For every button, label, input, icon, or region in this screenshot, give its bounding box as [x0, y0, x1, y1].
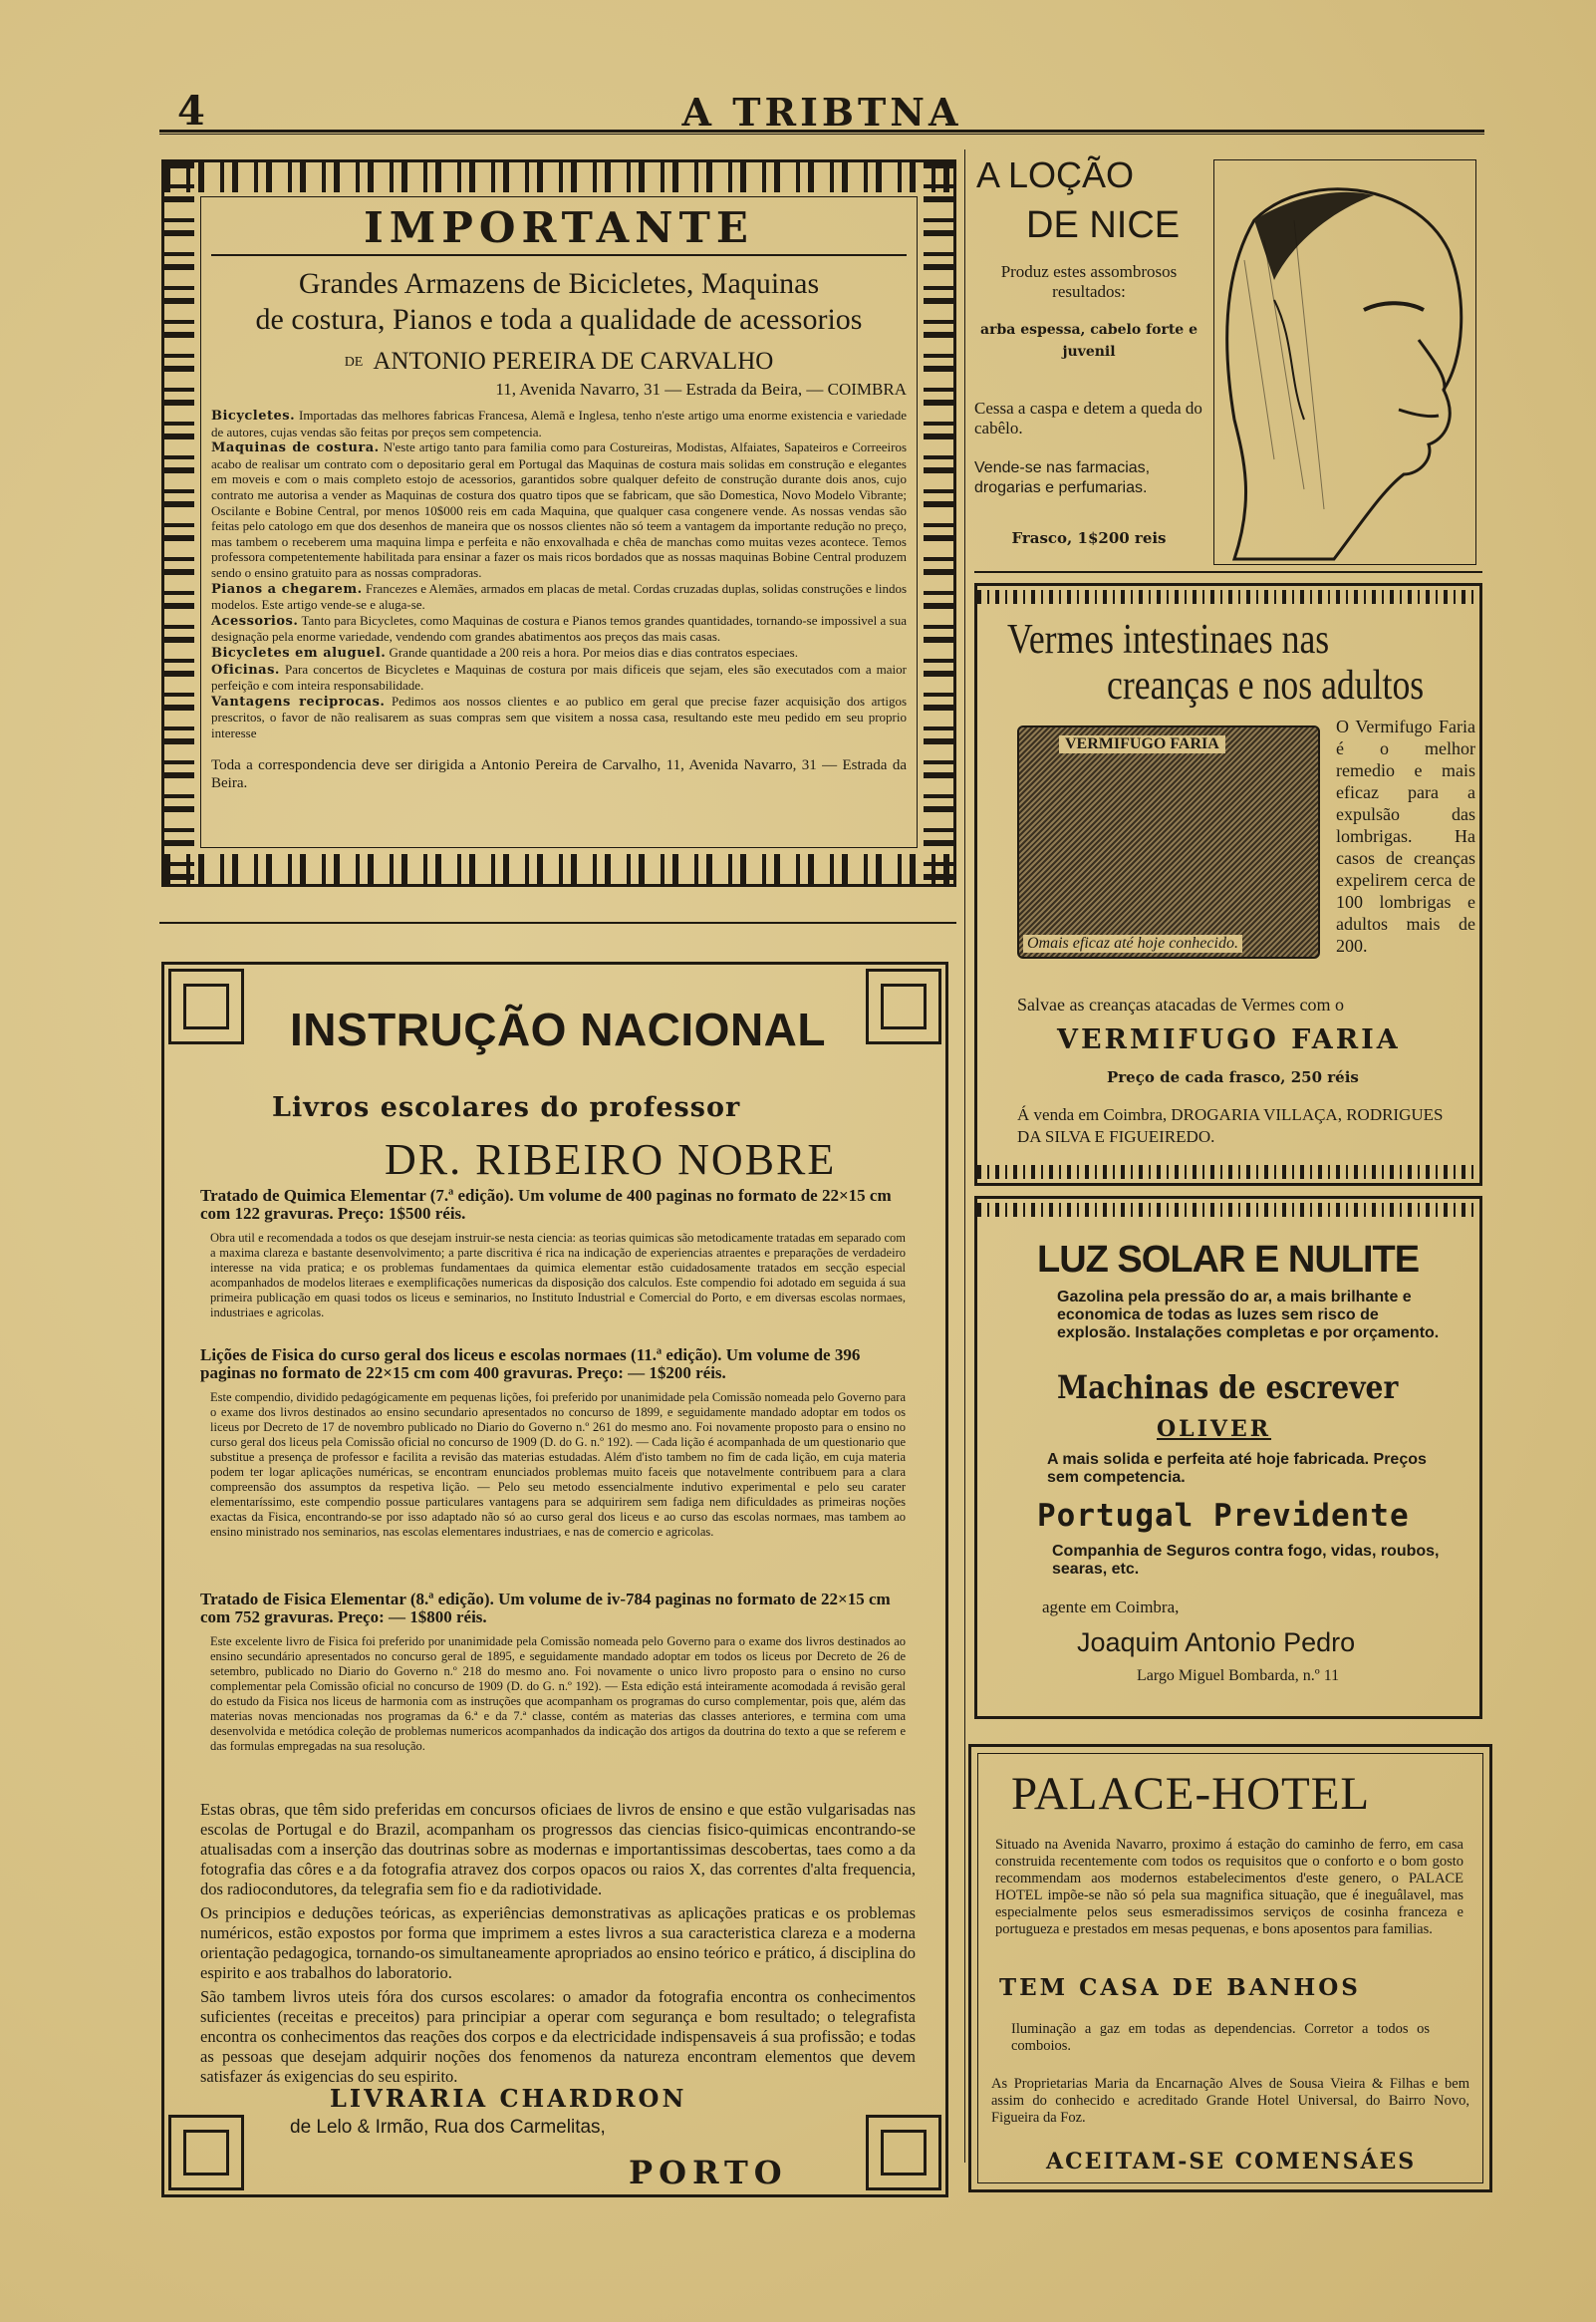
importante-content [200, 196, 918, 848]
importante-line2: de costura, Pianos e toda a qualidade de acessorios [255, 303, 863, 336]
importante-item [211, 662, 907, 694]
item-label: Acessorios. [211, 613, 299, 629]
item-text: Importadas das melhores fabricas Francesa, Alemã e Inglesa, tenho n'este artigo uma enorme existencia e variedade de autores, cujas vendas são feitas por preços sem competencia. [211, 408, 907, 439]
insurance-description: Companhia de Seguros contra fogo, vidas, roubos, searas, etc. [1052, 1543, 1440, 1578]
book-description: Obra util e recomendada a todos os que desejam instruir-se nesta ciencia: as teorias quimicas são metodicamente tratadas em separado com a maxima clareza e bastante desenvolvimento; a parte discritiva é rica na indicação de experiencias atraentes e preparações de verdadeiro interesse na vida pratica; e os problemas fundamentaes da quimica elementar estão cuidadosamente tratados em secção especial acompanhados de modelos literaes e exemplificações numericas da disposição dos calculos. Este compendio foi adotado em seguida á sua primeira publicação em quasi todos os liceus e seminarios, no Instituto Industrial e Comercial do Porto, e em diversas escolas normaes, industriaes e agricolas. [210, 1231, 906, 1319]
item-text: Para concertos de Bicycletes e Maquinas de costura por mais dificeis que sejam, eles são executados com a maior perfeição e com inteira responsabilidade. [211, 661, 907, 694]
book-entry [200, 1187, 916, 1320]
machines-description: A mais solida e perfeita até hoje fabricada. Preços sem competencia. [1047, 1451, 1427, 1486]
importante-owner-line [211, 348, 907, 376]
locao-claim: Cessa a caspa e detem a queda do cabêlo. [974, 399, 1202, 437]
vermifugo-label: VERMIFUGO FARIA [1059, 735, 1225, 753]
luz-title: LUZ SOLAR E NULITE [1037, 1239, 1420, 1281]
publisher-name: LIVRARIA CHARDRON [330, 2084, 687, 2113]
instrucao-ad [161, 962, 948, 2197]
locao-results: arba espessa, cabelo forte e juvenil [980, 322, 1197, 360]
paragraph: Estas obras, que têm sido preferidas em concursos oficiaes de livros de ensino e que estão vulgarisadas nas escolas de Portugal e do Brazil, acompanham os progressos das ciencias fisico-quimicas encontrando-se atualisadas com a inserção das doutrinas sobre as modernas e importantissimas descobertas, taes como a da fotografia das côres e a da fotografia atravez dos corpos opacos ou raios X, das correntes d'alta frequencia, dos radiocondutores, da telegrafia sem fio e da radiotividade. [200, 1800, 916, 1898]
importante-de: DE [344, 355, 364, 371]
newspaper-title: A TRIBTNA [681, 90, 962, 135]
vermes-description: O Vermifugo Faria é o melhor remedio e mais eficaz para a expulsão das lombrigas. Ha casos de creanças expelirem cerca de 100 lombrigas e adultos mais de 200. [1336, 717, 1475, 956]
importante-owner: ANTONIO PEREIRA DE CARVALHO [373, 348, 774, 375]
vermifugo-illustration [1017, 726, 1320, 959]
importante-body [211, 408, 907, 792]
palace-hotel-ad [968, 1744, 1492, 2192]
importante-ad [161, 159, 956, 887]
importante-item [211, 439, 907, 580]
palace-title: PALACE-HOTEL [1011, 1768, 1371, 1820]
luz-description: Gazolina pela pressão do ar, a mais brilhante e economica de todas as luzes sem risco de explosão. Instalações completas e por orçamento. [1057, 1289, 1440, 1341]
locao-title1: A LOÇÃO [976, 154, 1135, 195]
publisher-city: PORTO [629, 2154, 788, 2191]
oliver-brand: OLIVER [1157, 1416, 1272, 1442]
importante-item [211, 694, 907, 741]
importante-item [211, 613, 907, 645]
agent-address: Largo Miguel Bombarda, n.º 11 [1137, 1667, 1340, 1684]
palace-services: Iluminação a gaz em todas as dependencias. Corretor a todos os comboios. [1011, 2021, 1430, 2054]
column-divider-vertical [964, 149, 965, 2163]
book-description: Este compendio, dividido pedagógicamente em pequenas lições, foi preferido por unanimidade pela Comissão nomeada pelo Governo para o exame dos livros destinados ao ensino secundario apresentados no concurso de 1899, e seguidamente mandado adoptar em todos os liceus por Decreto de 17 de novembro publicado no Diario do Governo n.º 261 do mesmo ano. Foi novamente proposto para o ensino no curso geral dos liceus pela Comissão oficial no concurso de 1909 (D. do G. n.º 192). — Cada lição é acompanhada de um questionario que substitue a presença de professor e facilita a revisão das materias estudadas. Além d'isto tambem no fim de cada lição, em cuja materia podem ter logar aplicações numéricas, se encontram enunciados problemas muito faceis que notavelmente contribuem para a clara compreensão dos assumptos da respetiva lição. — Pelo seu metodo essencialmente indutivo experimental e pelo seu carater elementaríssimo, este compendio possue particulares vantagens para se adquirirem sem fadiga nem dificuldades as primeiras noções exactas da Fisica, encontrando-se por isso adaptado não só ao curso geral dos liceus e ao curso das escolas normaes, mas tambem ao ensino ministrado nos seminarios, nas escolas elementares industriaes, e nas de comercio e agricolas. [210, 1390, 906, 1539]
item-label: Bicycletes em aluguel. [211, 645, 387, 661]
instrucao-title: INSTRUÇÃO NACIONAL [290, 1004, 826, 1055]
palace-description: Situado na Avenida Navarro, proximo á estação do caminho de ferro, em casa construida recentemente com todos os requisitos que o conforto e o bom gosto recommendam aos modernos estabelecimentos d'este genero, o PALACE HOTEL impõe-se não só pela sua magnifica situação, que é ineguâlavel, mas especialmente pelos seus esmeradissimos serviços de cosinha franceza e portugueza e prestados em mesas pequenas, e bons aposentos para familias. [995, 1837, 1463, 1937]
book-title: Tratado de Quimica Elementar (7.ª edição). Um volume de 400 paginas no formato de 22×15 cm com 122 gravuras. Preço: 1$500 réis. [200, 1186, 892, 1223]
palace-baths: TEM CASA DE BANHOS [999, 1974, 1361, 2001]
instrucao-content [200, 1003, 916, 2191]
ornamental-border-top [977, 1203, 1479, 1217]
palace-owners: As Proprietarias Maria da Encarnação Alves de Sousa Vieira & Filhas e bem assim do conhecido e acreditado Grande Hotel Universal, do Bairro Novo, Figueira da Foz. [991, 2076, 1469, 2126]
locao-ad [974, 154, 1482, 573]
agent-label: agente em Coimbra, [1042, 1597, 1180, 1616]
importante-item [211, 581, 907, 613]
masthead [159, 88, 1484, 135]
paragraph: Os principios e deduções teóricas, as experiências demonstrativas as aplicações praticas e os problemas numéricos, estão expostos por forma que imprimem a estes livros a sua caracteristica clareza e a moderna orientação pedagogica, tornando-os simultaneamente apropriados ao ensino teórico e prático, á disciplina do espirito e aos trabalhos do laboratorio. [200, 1903, 916, 1982]
book-entry [200, 1591, 916, 1754]
importante-item [211, 408, 907, 439]
item-text: N'este artigo tanto para familia como para Costureiras, Modistas, Alfaiates, Sapateiros e Correeiros acabo de realisar um contrato com o depositario geral em Portugal das Maquinas de costura mais solidas em construção e elegantes em moveis e com o mais completo estojo de acessorios, garantidos sobre qualquer defeito de construção durante dois anos, cujo contrato me autorisa a vender as Maquinas de costura dos quatro tipos que se fabricam, que são Domestica, Novo Modelo Vibrante; Oscilante e Bobine Central, por menos 10$000 reis em cada Maquina, que qualquer casa congenere vende. As nossas vendas são feitas pelo catologo em que dos desenhos de maneira que os nossos clientes não só teem a vantagem da importante redução no preço, mas tambem o receberem uma maquina limpa e perfeita e não enxovalhada e chêa de manchas como muitas vezes acontece. Temos professora competentemente habilitada para ensinar a fazer os mais ricos bordados que as nossas maquinas Bobine Central produzem sendo o ensino gratuito para as nossas compradoras. [211, 439, 908, 580]
ornamental-border-bottom [977, 1165, 1479, 1179]
instrucao-subtitle: Livros escolares do professor [272, 1092, 741, 1123]
locao-title2: DE NICE [1026, 204, 1181, 246]
vermes-sale: Á venda em Coimbra, DROGARIA VILLAÇA, RODRIGUES DA SILVA E FIGUEIREDO. [1017, 1105, 1444, 1146]
item-text: Grande quantidade a 200 reis a hora. Por meios dias e dias contratos especiaes. [386, 644, 798, 660]
agent-name: Joaquim Antonio Pedro [1077, 1627, 1356, 1657]
item-label: Pianos a chegarem. [211, 581, 363, 597]
greek-key-border-bottom [164, 854, 953, 884]
insurance-title: Portugal Previdente [1037, 1498, 1410, 1534]
palace-accept: ACEITAM-SE COMENSÁES [1046, 2149, 1417, 2175]
portrait-svg [1214, 160, 1475, 564]
greek-key-border-right [924, 162, 953, 884]
page-number: 4 [177, 88, 205, 135]
book-title: Tratado de Fisica Elementar (8.ª edição). Um volume de iv-784 paginas no formato de 22×15 cm com 752 gravuras. Preço: — 1$800 réis. [200, 1590, 891, 1626]
locao-sale: Vende-se nas farmacias, drogarias e perfumarias. [974, 459, 1151, 496]
item-text: Tanto para Bicycletes, como Maquinas de costura e Pianos temos grandes quantidades, tornando-se impossivel a sua designação pela enorme variedade, vendendo com grandes abatimentos aos preços das mais casas. [211, 612, 907, 645]
vermes-title2: creanças e nos adultos [1107, 663, 1425, 709]
greek-key-border-top [164, 162, 953, 192]
item-text: Pedimos aos nossos clientes e ao publico em geral que precise fazer acquisição dos artigos prescritos, o favor de não realisarem as suas compras sem que visitem a nossa casa, resultando este meu pedido em seu proprio interesse [211, 693, 907, 740]
item-text: Francezes e Alemães, armados em placas de metal. Cordas cruzadas duplas, solidas construções e lindos modelos. Este artigo vende-se e aluga-se. [211, 580, 908, 613]
item-label: Oficinas. [211, 662, 280, 678]
book-title: Lições de Fisica do curso geral dos liceus e escolas normaes (11.ª edição). Um volume de 396 paginas no formato de 22×15 cm com 400 gravuras. Preço: — 1$200 réis. [200, 1345, 861, 1382]
item-label: Bicycletes. [211, 409, 296, 424]
vermes-brand: VERMIFUGO FARIA [1057, 1024, 1401, 1055]
greek-key-border-left [164, 162, 194, 884]
man-portrait-illustration [1213, 159, 1476, 565]
book-entry [200, 1346, 916, 1540]
locao-price: Frasco, 1$200 reis [1011, 529, 1167, 547]
importante-address: 11, Avenida Navarro, 31 — Estrada da Beira, — COIMBRA [495, 380, 907, 399]
paragraph: São tambem livros uteis fóra dos cursos escolares: o amador da fotografia encontra os conhecimentos suficientes (receitas e preceitos) para principiar a operar com segurança e bom resultado; o telegrafista encontra os conhecimentos das reações dos corpos e da electricidade indispensaveis á sua profissão; e todas as pessoas que desejam adquirir noções dos fenomenos da natureza encontram elementos que devem satisfazer ás exigencias do seu espirito. [200, 1987, 916, 2086]
vermes-title1: Vermes intestinaes nas [1007, 617, 1330, 663]
importante-correspondence: Toda a correspondencia deve ser dirigida a Antonio Pereira de Carvalho, 11, Avenida Navarro, 31 — Estrada da Beira. [211, 757, 907, 792]
vermes-save: Salvae as creanças atacadas de Vermes com o [1017, 995, 1345, 1015]
importante-item [211, 645, 907, 662]
instrucao-paragraphs [200, 1800, 916, 2091]
book-description: Este excelente livro de Fisica foi preferido por unanimidade pela Comissão nomeada pelo Governo para o exame dos livros destinados ao ensino secundário apresentados no concurso geral de 1895, e seguidamente mandado adoptar em todos os liceus por Decreto de 26 de setembro, publicado no Diario do Governo n.º 218 do mesmo ano. Foi novamente o unico livro proposto para o ensino no curso complementar pela Comissão oficial no concurso de 1909 (D. do G. n.º 192). — Esta edição está inteiramente acomodada á revisão geral do estudo da Fisica nos liceus de harmonia com as instruções que acompanham os programas do curso complementar, pois que, além das materias novas mencionadas nos programas da 6.ª e da 7.ª classe, contém as materias das classes anteriores, e termina com uma desenvolvida e metódica coleção de problemas numericos acompanhados da indicação dos artigos da doutrina do texto a que se referem e das formulas empregadas na sua resolução. [210, 1634, 906, 1753]
vermifugo-caption: Omais eficaz até hoje conhecido. [1023, 935, 1242, 953]
vermes-price: Preço de cada frasco, 250 réis [1107, 1068, 1359, 1086]
luz-solar-ad [974, 1196, 1482, 1719]
importante-line1: Grandes Armazens de Bicicletes, Maquinas [298, 267, 820, 300]
item-label: Vantagens reciprocas. [211, 694, 386, 710]
machines-title: Machinas de escrever [1057, 1368, 1399, 1406]
publisher-address: de Lelo & Irmão, Rua dos Carmelitas, [290, 2117, 606, 2138]
item-label: Maquinas de costura. [211, 440, 380, 456]
masthead-rule [159, 130, 1484, 135]
vermifugo-ad [974, 583, 1482, 1186]
ornamental-border-top [977, 590, 1479, 604]
locao-intro: Produz estes assombrosos resultados: [1000, 262, 1178, 301]
column-divider-horizontal [159, 922, 956, 924]
importante-heading: IMPORTANTE [211, 203, 907, 256]
instrucao-author: DR. RIBEIRO NOBRE [385, 1135, 837, 1184]
